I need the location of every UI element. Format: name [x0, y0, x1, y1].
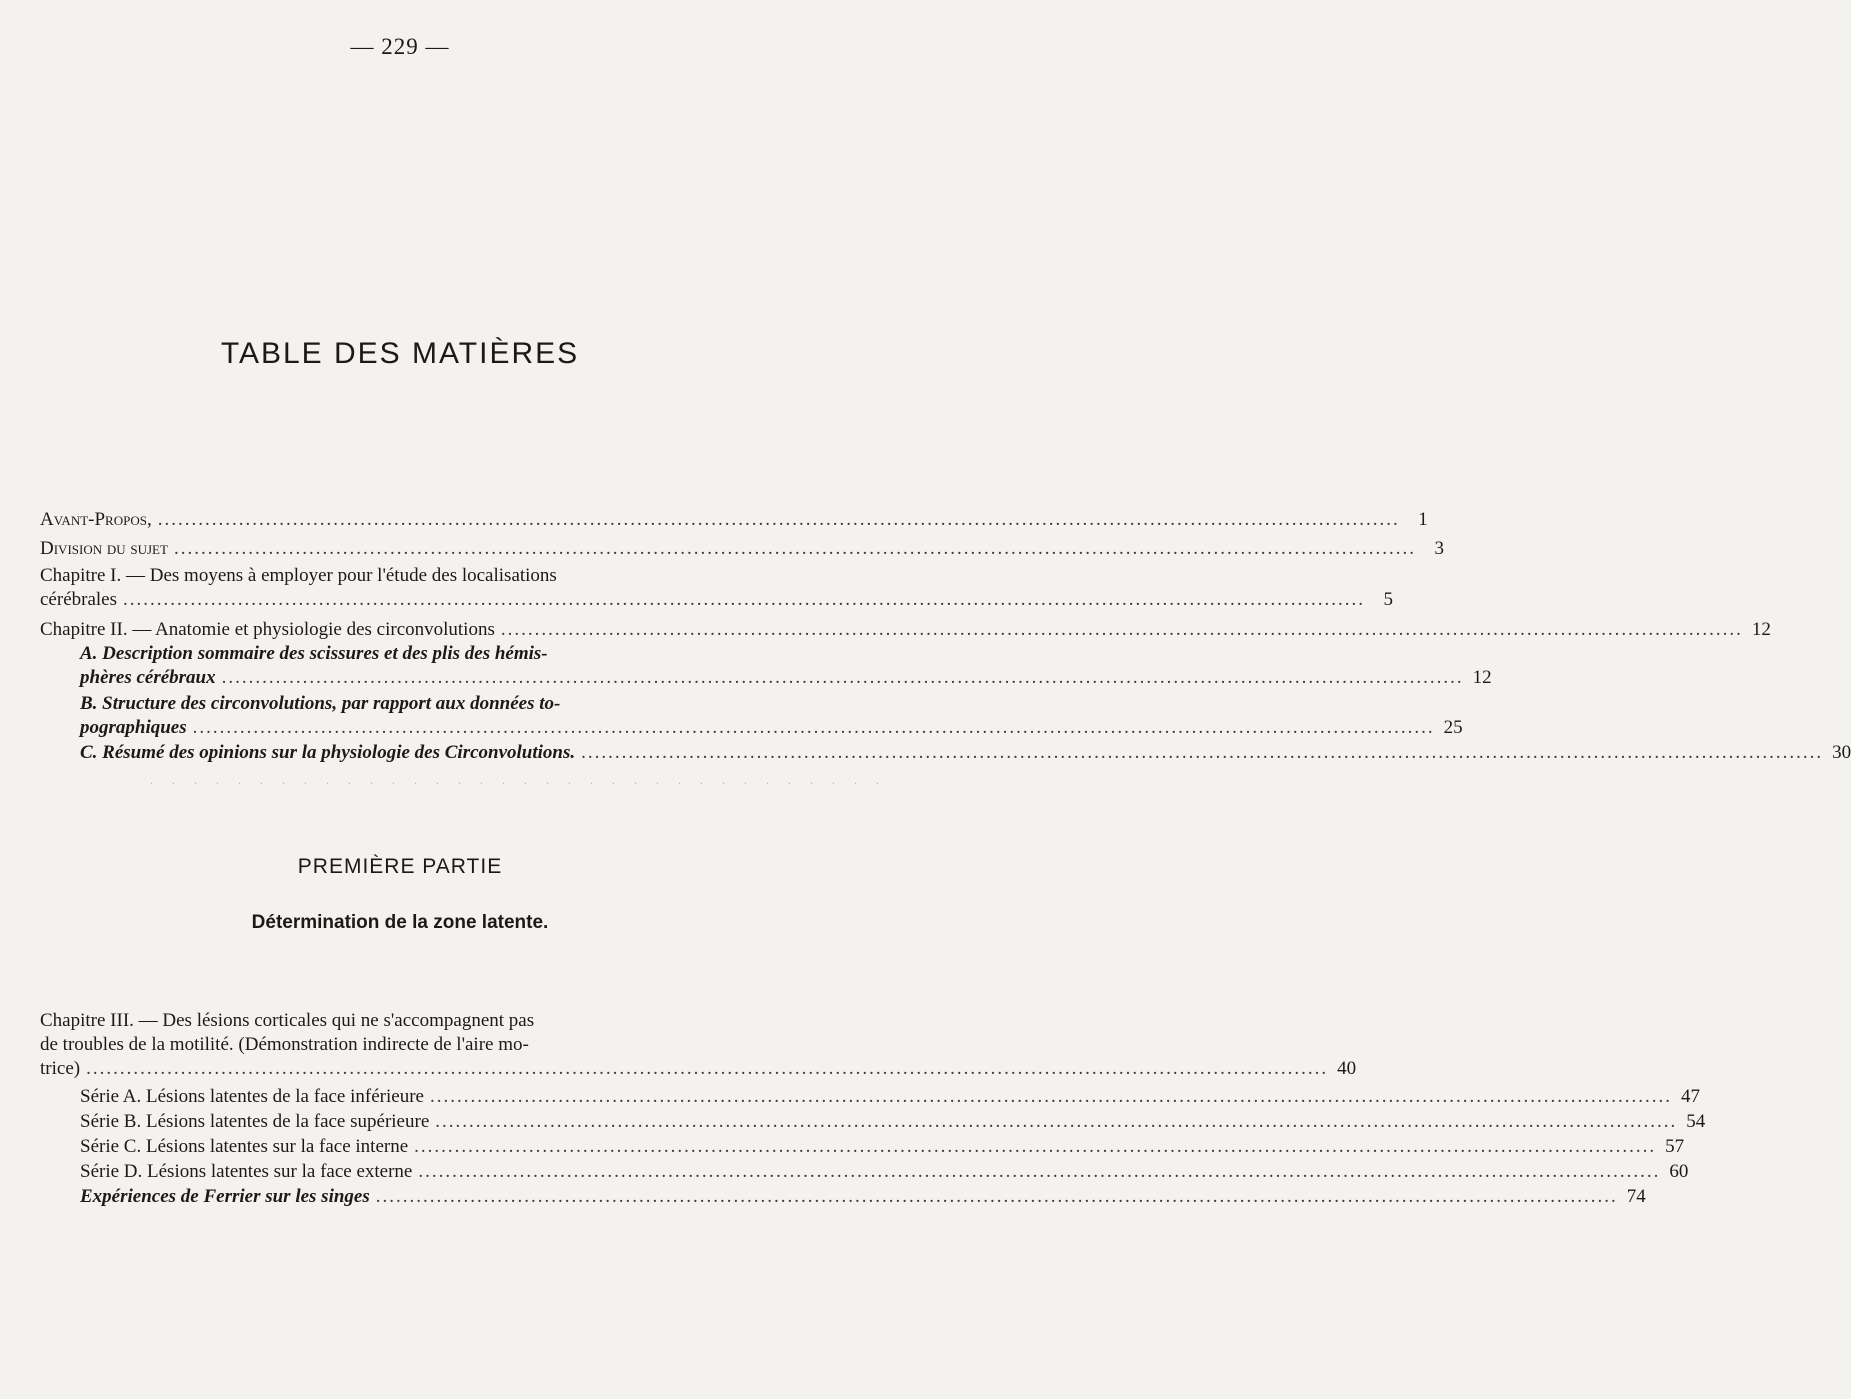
toc-entry-page: 3: [1434, 538, 1444, 559]
toc-entry-page: 12: [1472, 667, 1492, 688]
dot-leader: [435, 1110, 1677, 1134]
toc-entry-label-line1: B. Structure des circonvolutions, par rapport aux données to-: [80, 693, 561, 714]
toc-entry-page: 25: [1443, 717, 1463, 738]
toc-entry-chapitre-2-b: [40, 692, 1463, 740]
toc-entry-label: Série A. Lésions latentes de la face inférieure: [80, 1086, 424, 1107]
toc-entry-page: 1: [1418, 509, 1428, 530]
toc-entry-chapitre-2-a: [40, 642, 1492, 690]
toc-entry-label-line1: Chapitre I. — Des moyens à employer pour l'étude des localisations: [40, 565, 557, 586]
toc-entry-chapitre-2-c: [80, 741, 1851, 765]
toc-entry-chapitre-2: [40, 618, 1771, 642]
toc-entry-page: 54: [1686, 1111, 1706, 1132]
toc-entry-serie-c: [80, 1135, 1685, 1159]
dot-leader: [418, 1160, 1660, 1184]
toc-entry-chapitre-1: [40, 564, 1393, 612]
toc-entry-serie-a: [80, 1085, 1700, 1109]
toc-entry-label: Avant-Propos,: [40, 509, 152, 530]
page-title: TABLE DES MATIÈRES: [220, 337, 580, 370]
dot-leader: [174, 537, 1416, 561]
toc-entry-label-line1: Chapitre III. — Des lésions corticales qui ne s'accompagnent pas: [40, 1010, 535, 1031]
dot-leader: [501, 618, 1743, 642]
page-number: — 229 —: [350, 34, 450, 59]
toc-entry-experiences: [80, 1185, 1646, 1209]
dot-leader: [86, 1057, 1328, 1081]
toc-entry-avant-propos: [40, 508, 1428, 532]
dot-leader: [222, 666, 1464, 690]
toc-entry-label: Série D. Lésions latentes sur la face externe: [80, 1161, 413, 1182]
toc-entry-serie-b: [80, 1110, 1706, 1134]
toc-entry-chapitre-3: [40, 1009, 1357, 1081]
toc-entry-page: 40: [1337, 1058, 1357, 1079]
toc-entry-page: 5: [1383, 589, 1393, 610]
dot-leader: [430, 1085, 1672, 1109]
toc-entry-page: 30: [1832, 742, 1851, 763]
toc-entry-label: Série C. Lésions latentes sur la face interne: [80, 1136, 409, 1157]
dot-leader: [581, 741, 1823, 765]
dot-leader: [123, 588, 1365, 612]
toc-entry-label: C. Résumé des opinions sur la physiologie des Circonvolutions.: [80, 742, 576, 763]
toc-entry-label-line2: cérébrales: [40, 589, 117, 610]
toc-entry-label: Expériences de Ferrier sur les singes: [80, 1186, 370, 1207]
toc-entry-label-line2: pographiques: [80, 717, 187, 738]
toc-entry-page: 12: [1751, 619, 1771, 640]
toc-entry-division: [40, 537, 1444, 561]
toc-entry-page: 60: [1669, 1161, 1689, 1182]
toc-entry-label-line3: trice): [40, 1058, 81, 1079]
dot-leader: [376, 1185, 1618, 1209]
dot-leader: [158, 508, 1400, 532]
toc-entry-page: 74: [1626, 1186, 1646, 1207]
toc-entry-label-line2: phères cérébraux: [80, 667, 216, 688]
toc-entry-label: Division du sujet: [40, 538, 168, 559]
toc-entry-label: Série B. Lésions latentes de la face supérieure: [80, 1111, 430, 1132]
toc-entry-page: 57: [1665, 1136, 1685, 1157]
toc-entry-page: 47: [1680, 1086, 1700, 1107]
part-subtitle: Détermination de la zone latente.: [251, 912, 549, 933]
dot-leader: [193, 716, 1435, 740]
toc-entry-label-line1: A. Description sommaire des scissures et des plis des hémis-: [80, 643, 548, 664]
faint-dotted-line: . . . . . . . . . . . . . . . . . . . . . . . . . . . . . . . . . .: [150, 773, 887, 787]
dot-leader: [414, 1135, 1656, 1159]
toc-entry-serie-d: [80, 1160, 1689, 1184]
part-title: PREMIÈRE PARTIE: [297, 855, 503, 878]
toc-entry-label: Chapitre II. — Anatomie et physiologie des circonvolutions: [40, 619, 495, 640]
toc-entry-label-line2: de troubles de la motilité. (Démonstration indirecte de l'aire mo-: [40, 1034, 529, 1055]
